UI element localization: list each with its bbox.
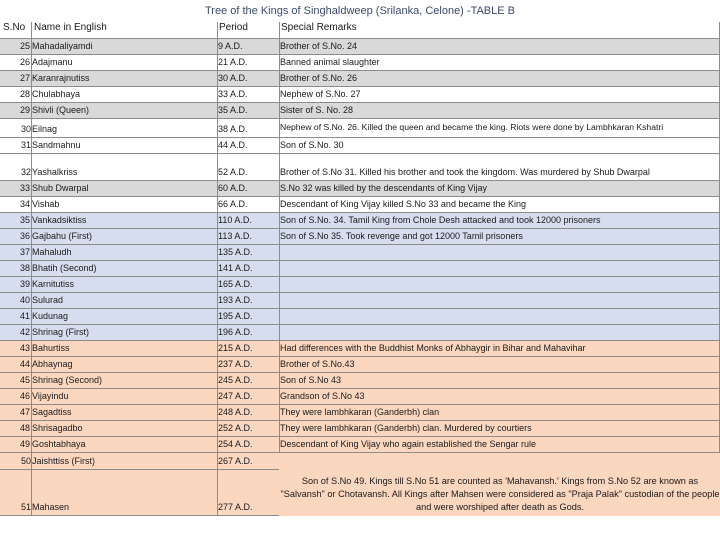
cell-period-text: 193 A.D. <box>218 295 253 305</box>
table-row <box>0 437 720 453</box>
cell-name-text: Jaishttiss (First) <box>32 456 95 466</box>
cell-period-text: 252 A.D. <box>218 423 253 433</box>
cell-period-text: 110 A.D. <box>218 215 252 225</box>
cell-period-text: 195 A.D. <box>218 311 253 321</box>
table-row <box>0 357 720 373</box>
cell-sno <box>0 87 31 102</box>
cell-sno-text: 42 <box>19 327 30 337</box>
cell-remarks-text: Son of S.No 43 <box>280 375 342 385</box>
table-row <box>0 373 720 389</box>
cell-name <box>31 277 217 292</box>
cell-name <box>31 87 217 102</box>
cell-sno-text: 27 <box>19 73 30 83</box>
table-row <box>0 229 720 245</box>
cell-remarks <box>279 261 720 276</box>
cell-remarks <box>279 138 720 153</box>
cell-name-text: Sagadtiss <box>32 407 72 417</box>
cell-remarks <box>279 437 720 452</box>
cell-period <box>217 421 279 436</box>
cell-remarks <box>279 87 720 102</box>
cell-sno-text: 36 <box>19 231 30 241</box>
cell-period-text: 113 A.D. <box>218 231 252 241</box>
cell-name-text: Shivli (Queen) <box>32 105 90 115</box>
merged-remark-text: Son of S.No 49. Kings till S.No 51 are counted as 'Mahavansh.' Kings from S.No 52 are known as "Salvansh" or Chotavansh. All Kings after Mahsen were considered as "Praja Palak" custodian of the people and were worshiped after death as Gods. <box>280 476 720 512</box>
cell-period <box>217 261 279 276</box>
cell-remarks-text: Son of S.No. 34. Tamil King from Chole Desh attacked and took 12000 prisoners <box>280 215 601 225</box>
cell-name <box>31 245 217 260</box>
cell-period <box>217 405 279 420</box>
cell-sno-text: 47 <box>19 407 30 417</box>
cell-period <box>217 245 279 260</box>
cell-remarks <box>279 71 720 86</box>
cell-sno-text: 33 <box>19 183 30 193</box>
table-header-row <box>0 22 720 39</box>
cell-period <box>217 470 279 515</box>
cell-period-text: 277 A.D. <box>218 502 253 512</box>
cell-period-text: 9 A.D. <box>218 41 243 51</box>
cell-period <box>217 277 279 292</box>
cell-name-text: Vijayindu <box>32 391 69 401</box>
cell-sno <box>0 197 31 212</box>
cell-remarks-text: Brother of S.No.43 <box>280 359 355 369</box>
cell-sno <box>0 154 31 180</box>
column-divider <box>31 22 32 516</box>
cell-name-text: Bahurtiss <box>32 343 70 353</box>
cell-remarks <box>279 277 720 292</box>
table-row <box>0 389 720 405</box>
cell-sno <box>0 213 31 228</box>
cell-period <box>217 293 279 308</box>
cell-name <box>31 39 217 54</box>
cell-name-text: Vankadsiktiss <box>32 215 87 225</box>
cell-period-text: 196 A.D. <box>218 327 253 337</box>
cell-sno-text: 50 <box>20 456 31 466</box>
cell-period <box>217 389 279 404</box>
cell-name <box>31 389 217 404</box>
cell-remarks-text: Son of S.No 35. Took revenge and got 12000 Tamil prisoners <box>280 231 523 241</box>
cell-sno <box>0 55 31 70</box>
cell-remarks-text: Nephew of S.No. 27 <box>280 89 361 99</box>
cell-sno-text: 46 <box>19 391 30 401</box>
table-row <box>0 341 720 357</box>
cell-period-text: 215 A.D. <box>218 343 253 353</box>
cell-remarks <box>279 213 720 228</box>
header-period: Period <box>219 22 248 33</box>
cell-remarks-text: Banned animal slaughter <box>280 57 380 67</box>
cell-period-text: 141 A.D. <box>218 263 253 273</box>
cell-remarks-text: S.No 32 was killed by the descendants of King Vijay <box>280 183 487 193</box>
cell-remarks-text: Grandson of S.No 43 <box>280 391 365 401</box>
cell-period-text: 135 A.D. <box>218 247 253 257</box>
cell-remarks <box>279 245 720 260</box>
cell-sno <box>0 389 31 404</box>
cell-sno <box>0 357 31 372</box>
table-row <box>0 55 720 71</box>
table-row <box>0 181 720 197</box>
cell-sno <box>0 293 31 308</box>
cell-sno <box>0 325 31 340</box>
cell-period <box>217 309 279 324</box>
cell-period-text: 237 A.D. <box>218 359 253 369</box>
cell-name-text: Shub Dwarpal <box>32 183 89 193</box>
cell-period-text: 33 A.D. <box>218 89 248 99</box>
cell-sno-text: 31 <box>20 140 31 150</box>
cell-name-text: Adajmanu <box>32 57 73 67</box>
cell-sno <box>0 470 31 515</box>
cell-sno <box>0 103 31 118</box>
cell-name <box>31 261 217 276</box>
cell-sno <box>0 421 31 436</box>
cell-period-text: 52 A.D. <box>218 167 248 177</box>
cell-name-text: Sulurad <box>32 295 64 305</box>
cell-name <box>31 103 217 118</box>
cell-remarks <box>279 421 720 436</box>
cell-sno-text: 49 <box>19 439 30 449</box>
cell-name <box>31 325 217 340</box>
table-row <box>0 154 720 181</box>
cell-period <box>217 181 279 196</box>
cell-name <box>31 55 217 70</box>
cell-name-text: Shrinag (First) <box>32 327 90 337</box>
cell-sno-text: 40 <box>19 295 30 305</box>
cell-remarks <box>279 55 720 70</box>
cell-period-text: 245 A.D. <box>218 375 253 385</box>
cell-remarks-text: Sister of S. No. 28 <box>280 105 354 115</box>
cell-sno <box>0 437 31 452</box>
header-remarks: Special Remarks <box>281 22 357 33</box>
cell-name <box>31 154 217 180</box>
cell-remarks-text: Brother of S.No 31. Killed his brother and took the kingdom. Was murdered by Shub Dwarpal <box>280 167 650 177</box>
cell-period <box>217 154 279 180</box>
cell-period-text: 21 A.D. <box>218 57 248 67</box>
cell-remarks <box>279 105 720 137</box>
cell-remarks <box>279 39 720 54</box>
table-row <box>0 277 720 293</box>
cell-name-text: Mahadaliyamdi <box>32 41 93 51</box>
cell-period <box>217 357 279 372</box>
cell-remarks-text: Descendant of King Vijay who again established the Sengar rule <box>280 439 537 449</box>
cell-remarks <box>279 341 720 356</box>
cell-sno <box>0 119 31 137</box>
cell-name-text: Karanrajnutiss <box>32 73 90 83</box>
cell-name-text: Gajbahu (First) <box>32 231 93 241</box>
cell-remarks <box>279 357 720 372</box>
cell-remarks <box>279 229 720 244</box>
cell-period <box>217 39 279 54</box>
cell-name <box>31 341 217 356</box>
cell-remarks <box>279 181 720 196</box>
cell-period-text: 247 A.D. <box>218 391 253 401</box>
table-row <box>0 421 720 437</box>
cell-name <box>31 138 217 153</box>
cell-sno-text: 32 <box>20 167 31 177</box>
cell-sno-text: 51 <box>20 502 31 512</box>
cell-period <box>217 138 279 153</box>
cell-name-text: Mahaludh <box>32 247 72 257</box>
cell-remarks-text: Brother of S.No. 24 <box>280 41 358 51</box>
cell-name-text: Eilnag <box>32 124 58 134</box>
cell-period <box>217 341 279 356</box>
cell-period-text: 35 A.D. <box>218 105 248 115</box>
cell-name <box>31 357 217 372</box>
cell-sno-text: 44 <box>19 359 30 369</box>
cell-period-text: 38 A.D. <box>218 124 248 134</box>
table-row <box>0 87 720 103</box>
header-sno: S.No <box>3 22 26 33</box>
page-title: Tree of the Kings of Singhaldweep (Srilanka, Celone) -TABLE B <box>205 5 515 17</box>
cell-sno <box>0 71 31 86</box>
cell-sno-text: 26 <box>19 57 30 67</box>
cell-period-text: 60 A.D. <box>218 183 248 193</box>
cell-remarks-text: Had differences with the Buddhist Monks of Abhaygir in Bihar and Mahavihar <box>280 343 586 353</box>
cell-name <box>31 470 217 515</box>
cell-remarks-text: They were lambhkaran (Ganderbh) clan <box>280 407 440 417</box>
cell-remarks-text: Nephew of S.No. 26. Killed the queen and became the king. Riots were done by Lambhkaran Kshatri <box>280 122 664 132</box>
cell-sno-text: 41 <box>19 311 30 321</box>
cell-name-text: Kudunag <box>32 311 69 321</box>
cell-period <box>217 325 279 340</box>
cell-name-text: Shrinag (Second) <box>32 375 103 385</box>
table-row <box>0 71 720 87</box>
cell-name <box>31 405 217 420</box>
cell-remarks <box>279 309 720 324</box>
cell-period-text: 267 A.D. <box>218 456 253 466</box>
cell-period <box>217 213 279 228</box>
cell-sno <box>0 373 31 388</box>
table-row <box>0 138 720 154</box>
cell-name <box>31 119 217 137</box>
cell-remarks <box>279 389 720 404</box>
cell-remarks <box>279 293 720 308</box>
header-name: Name in English <box>34 22 107 33</box>
cell-name <box>31 71 217 86</box>
cell-sno-text: 34 <box>19 199 30 209</box>
cell-sno <box>0 309 31 324</box>
column-divider <box>279 22 280 516</box>
cell-sno <box>0 277 31 292</box>
cell-period-text: 254 A.D. <box>218 439 253 449</box>
cell-name <box>31 213 217 228</box>
cell-sno <box>0 181 31 196</box>
cell-sno-text: 25 <box>19 41 30 51</box>
cell-period <box>217 55 279 70</box>
table-row <box>0 405 720 421</box>
cell-name <box>31 421 217 436</box>
cell-sno-text: 45 <box>19 375 30 385</box>
cell-period <box>217 453 279 469</box>
cell-name-text: Chulabhaya <box>32 89 81 99</box>
cell-sno-text: 48 <box>19 423 30 433</box>
cell-remarks-text: They were lambhkaran (Ganderbh) clan. Murdered by courtiers <box>280 423 532 433</box>
table-row <box>0 245 720 261</box>
cell-sno <box>0 453 31 469</box>
cell-sno-text: 29 <box>19 105 30 115</box>
cell-sno-text: 38 <box>19 263 30 273</box>
cell-name <box>31 453 217 469</box>
cell-name-text: Sandmahnu <box>32 140 81 150</box>
kings-table <box>0 22 720 516</box>
cell-name-text: Shrisagadbo <box>32 423 83 433</box>
table-row <box>0 325 720 341</box>
cell-period-text: 44 A.D. <box>218 140 248 150</box>
cell-remarks <box>279 197 720 212</box>
table-row <box>0 261 720 277</box>
cell-period <box>217 373 279 388</box>
cell-remarks <box>279 154 720 180</box>
cell-period <box>217 197 279 212</box>
cell-name <box>31 373 217 388</box>
cell-remarks <box>279 373 720 388</box>
cell-sno-text: 43 <box>19 343 30 353</box>
cell-period <box>217 229 279 244</box>
cell-name <box>31 309 217 324</box>
cell-name <box>31 229 217 244</box>
cell-name-text: Karnitutiss <box>32 279 75 289</box>
cell-sno <box>0 261 31 276</box>
cell-name-text: Abhaynag <box>32 359 73 369</box>
cell-sno-text: 28 <box>19 89 30 99</box>
cell-sno <box>0 229 31 244</box>
cell-sno <box>0 405 31 420</box>
cell-name-text: Mahasen <box>32 502 70 512</box>
cell-sno <box>0 341 31 356</box>
cell-sno-text: 39 <box>19 279 30 289</box>
cell-name-text: Vishab <box>32 199 60 209</box>
column-divider <box>217 22 218 516</box>
cell-name-text: Bhatih (Second) <box>32 263 97 273</box>
cell-period-text: 248 A.D. <box>218 407 253 417</box>
table-row <box>0 197 720 213</box>
cell-period <box>217 119 279 137</box>
cell-sno <box>0 245 31 260</box>
cell-remarks-text: Son of S.No. 30 <box>280 140 344 150</box>
cell-name <box>31 181 217 196</box>
cell-name <box>31 197 217 212</box>
cell-remarks-text: Brother of S.No. 26 <box>280 73 358 83</box>
cell-sno-text: 37 <box>19 247 30 257</box>
cell-sno-text: 35 <box>19 215 30 225</box>
table-row <box>0 213 720 229</box>
cell-sno <box>0 39 31 54</box>
table-row <box>0 293 720 309</box>
cell-name <box>31 293 217 308</box>
cell-period <box>217 71 279 86</box>
table-row <box>0 39 720 55</box>
table-row <box>0 309 720 325</box>
cell-period <box>217 87 279 102</box>
cell-remarks-text: Descendant of King Vijay killed S.No 33 and became the King <box>280 199 526 209</box>
cell-sno-text: 30 <box>20 124 31 134</box>
table-row <box>0 119 720 138</box>
cell-remarks <box>279 405 720 420</box>
cell-period <box>217 437 279 452</box>
cell-period-text: 66 A.D. <box>218 199 248 209</box>
cell-name-text: Goshtabhaya <box>32 439 86 449</box>
cell-merged-remarks <box>279 453 720 516</box>
cell-name-text: Yashalkriss <box>32 167 78 177</box>
cell-remarks <box>279 325 720 340</box>
cell-name <box>31 437 217 452</box>
cell-sno <box>0 138 31 153</box>
cell-period-text: 30 A.D. <box>218 73 248 83</box>
cell-period-text: 165 A.D. <box>218 279 253 289</box>
cell-period <box>217 103 279 118</box>
